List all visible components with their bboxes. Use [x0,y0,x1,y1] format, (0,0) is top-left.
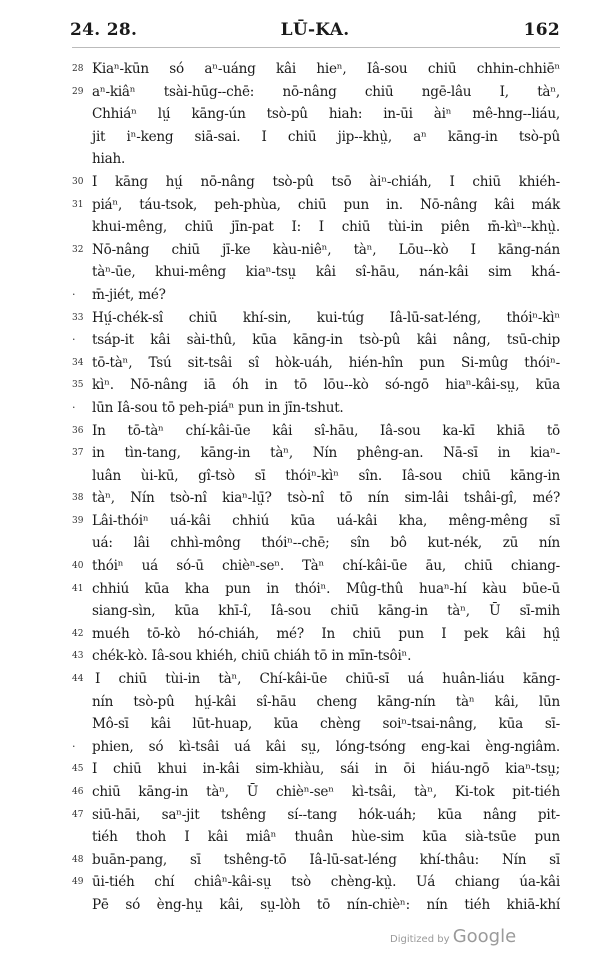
text-body [0,59,615,918]
line-text: In tō-tàⁿ chí-kâi-ūe kâi sî-hāu, Iâ-sou ka-kī khiā tō [92,422,560,439]
line-text: Lâi-thóiⁿ uá-kâi chhiú kūa uá-kâi kha, mêng-mêng sī [92,512,560,529]
verse-number: 29 [72,86,84,97]
text-line [0,782,615,805]
line-text: Kiaⁿ-kūn só aⁿ-uáng kâi hieⁿ, Iâ-sou chiū chhin-chhiēⁿ [92,61,560,77]
line-text: ūi-tiéh chí chiâⁿ-kâi-sṳ tsò chèng-kṳ̀. Uá chiang úa-kâi [92,874,560,891]
verse-number: 45 [72,764,84,775]
line-text: I chiū khui in-kâi sim-khiàu, sái in ōi hiáu-ngō kiaⁿ-tsṳ; [92,761,560,778]
verse-number: 46 [72,787,84,797]
line-text: chék-kò. Iâ-sou khiéh, chiū chiáh tō in mīn-tsôiⁿ. [92,648,412,665]
line-text: Nō-nâng chiū jī-ke kàu-niêⁿ, tàⁿ, Lōu--kò I kāng-nán [92,241,560,258]
text-line [0,104,615,127]
line-text: in tìn-tang, kāng-in tàⁿ, Nín phêng-an. Nā-sī in kiaⁿ- [92,445,560,462]
line-text: tō-tàⁿ, Tsú sit-tsâi sî hòk-uáh, hién-hîn pun Si-mûg thóiⁿ- [92,354,560,371]
digitized-label: Digitized by [390,934,450,945]
margin-dot: · [72,287,76,301]
text-line [0,872,615,895]
verse-number: 47 [72,809,84,820]
verse-number: 28 [72,64,84,74]
header-rule [72,47,560,48]
verse-number: 42 [72,628,84,639]
text-line [0,669,615,692]
line-text: lūn Iâ-sou tō peh-piáⁿ pun in jīn-tshut. [92,399,344,416]
verse-number: 40 [72,561,84,572]
line-text: muéh tō-kò hó-chiáh, mé? In chiū pun I pek kâi hṳ̂ [92,625,560,642]
line-text: m̄-jiét, mé? [92,286,166,303]
text-line [0,330,615,353]
line-text: khui-mêng, chiū jīn-pat I: I chiū tùi-in piên m̄-kìⁿ--khṳ̀. [92,219,560,236]
line-text: chhiú kūa kha pun in thóiⁿ. Mûg-thû huaⁿ-hí kàu būe-ū [92,580,560,597]
line-text: uá: lâi chhì-mông thóiⁿ--chē; sîn bô kut-nék, zū nín [92,535,560,552]
verse-number: 34 [72,357,84,368]
line-text: siū-hāi, saⁿ-jit tshêng sí--tang hók-uáh; kūa nâng pit- [92,806,560,823]
line-text: luân ùi-kū, gî-tsò sī thóiⁿ-kìⁿ sîn. Iâ-sou chiū kāng-in [92,467,560,484]
text-line [0,488,615,511]
verse-number: 48 [72,854,84,865]
text-line [0,172,615,195]
line-text: thóiⁿ uá só-ū chièⁿ-seⁿ. Tàⁿ chí-kâi-ūe āu, chiū chiang- [92,558,560,575]
text-line [0,398,615,421]
text-line [0,624,615,647]
line-text: I kāng hṳ́ nō-nâng tsò-pû tsō àiⁿ-chiáh, I chiū khiéh- [92,173,560,190]
text-line [0,262,615,285]
line-text: siang-sìn, kūa khī-î, Iâ-sou chiū kāng-in tàⁿ, Ū sī-mih [92,603,560,620]
chapter-verse-ref: 24. 28. [70,20,138,40]
line-text: buān-pang, sī tshêng-tō Iâ-lū-sat-léng khí-thâu: Nín sī [92,851,560,868]
text-line [0,601,615,624]
line-text: hiah. [92,151,126,168]
text-line [0,511,615,534]
text-line [0,240,615,263]
text-line [0,759,615,782]
verse-number: 33 [72,312,84,323]
text-line [0,737,615,760]
text-line [0,82,615,105]
line-text: Mô-sī kâi lūt-huap, kūa chèng soiⁿ-tsai-nâng, kūa sī- [92,716,560,733]
line-text: kìⁿ. Nō-nâng iā óh in tō lōu--kò só-ngō hiaⁿ-kâi-sṳ, kūa [92,377,560,394]
line-text: tàⁿ, Nín tsò-nî kiaⁿ-lṳ̄? tsò-nî tō nín sim-lâi tshâi-gî, mé? [92,490,560,507]
text-line [0,827,615,850]
verse-number: 49 [72,877,84,888]
text-line [0,533,615,556]
margin-dot: · [72,333,76,347]
text-line [0,805,615,828]
line-text: piáⁿ, táu-tsok, peh-phùa, chiū pun in. Nō-nâng kâi mák [92,196,560,213]
verse-number: 41 [72,583,84,594]
verse-number: 39 [72,515,84,526]
text-line [0,850,615,873]
verse-number: 38 [72,493,84,504]
line-text: chiū kāng-in tàⁿ, Ū chièⁿ-seⁿ kì-tsâi, tàⁿ, Ki-tok pit-tiéh [92,784,560,800]
google-logo: Google [452,926,517,947]
text-line [0,579,615,602]
text-line [0,646,615,669]
line-text: Hṳ́-chék-sî chiū khí-sin, kui-túg Iâ-lū-sat-léng, thóiⁿ-kìⁿ [92,309,560,326]
line-text: tàⁿ-ūe, khui-mêng kiaⁿ-tsṳ kâi sî-hāu, nán-kâi sim khá- [92,264,560,281]
text-line [0,59,615,82]
text-line [0,714,615,737]
line-text: aⁿ-kiâⁿ tsài-hūg--chē: nō-nâng chiū ngē-lâu I, tàⁿ, [92,83,560,100]
verse-number: 37 [72,448,84,459]
text-line [0,692,615,715]
digitized-watermark [390,926,516,947]
verse-number: 43 [72,651,84,662]
line-text: Chhiáⁿ lṳ́ kāng-ún tsò-pû hiah: in-ūi àiⁿ mê-hng--liáu, [92,106,560,123]
text-line [0,466,615,489]
text-line [0,353,615,376]
line-text: tiéh thoh I kâi miâⁿ thuân hùe-sim kūa sià-tsūe pun [92,829,560,846]
text-line [0,308,615,331]
verse-number: 44 [72,674,84,685]
verse-number: 35 [72,380,84,391]
running-header [70,20,560,44]
line-text: Pē só èng-hṳ kâi, sṳ-lòh tō nín-chièⁿ: nín tiéh khiā-khí [92,896,560,913]
text-line [0,127,615,150]
line-text: I chiū tùi-in tàⁿ, Chí-kâi-ūe chiū-sī uá huân-liáu kāng- [95,671,560,688]
text-line [0,421,615,444]
text-line [0,195,615,218]
text-line [0,285,615,308]
page-number: 162 [523,20,560,40]
line-text: tsáp-it kâi sài-thû, kūa kāng-in tsò-pû kâi nâng, tsū-chip [92,332,560,349]
book-title: LŪ-KA. [280,20,350,40]
text-line [0,556,615,579]
verse-number: 32 [72,244,84,255]
margin-dot: · [72,739,76,753]
text-line [0,149,615,172]
line-text: jit iⁿ-keng siā-sai. I chiū jip--khṳ̀, aⁿ kāng-in tsò-pû [92,128,560,145]
verse-number: 36 [72,425,84,436]
text-line [0,895,615,918]
line-text: nín tsò-pû hṳ́-kâi sî-hāu cheng kāng-nín tàⁿ kâi, lūn [92,693,560,710]
margin-dot: · [72,400,76,414]
text-line [0,375,615,398]
text-line [0,443,615,466]
text-line [0,217,615,240]
line-text: phien, só kì-tsâi uá kâi sṳ, lóng-tsóng eng-kai èng-ngiâm. [92,738,560,755]
verse-number: 31 [72,199,84,210]
verse-number: 30 [72,176,84,187]
